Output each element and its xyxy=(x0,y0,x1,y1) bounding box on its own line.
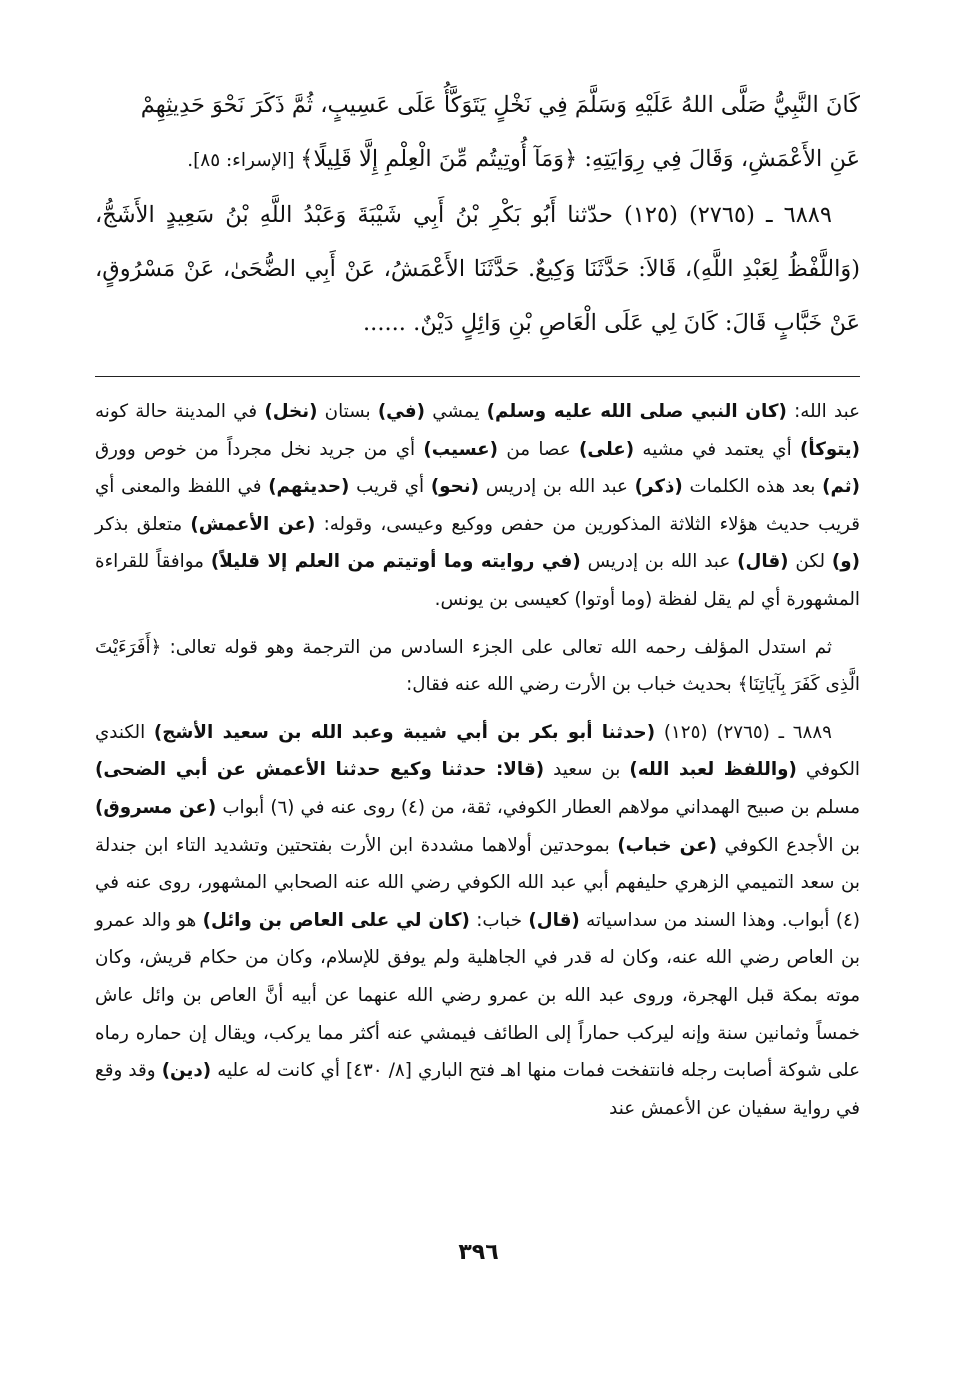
p1-segment: (و) xyxy=(831,551,860,573)
quran-verse: ﴿وَمَآ أُوتِيتُم مِّنَ الْعِلْمِ إِلَّا قَلِيلًا﴾ xyxy=(300,146,578,172)
footnote-divider xyxy=(95,376,860,377)
p3-segment: (حدثنا أبو بكر بن أبي شيبة وعبد الله بن سعيد الأشج) xyxy=(153,721,656,743)
p1-segment: في المدينة حالة كونه xyxy=(95,401,265,422)
p3-segment: خباب: xyxy=(469,909,529,931)
p3-segment: وقد وقع في رواية سفيان عن الأعمش عند xyxy=(95,1060,860,1119)
p3-segment: (عن مسروق) xyxy=(95,796,217,818)
p1-segment: يمشي xyxy=(425,401,487,422)
p3-segment: بن الأجدع الكوفي xyxy=(716,834,860,856)
p3-segment: (كان لي على العاص بن وائل) xyxy=(202,909,470,931)
p1-segment: أي قريب xyxy=(349,476,431,498)
p3-segment: ٦٨٨٩ ـ (٢٧٦٥) (١٢٥) xyxy=(655,721,832,743)
p1-segment: أي يعتمد في مشيه xyxy=(634,438,800,460)
p1-segment: موافقاً للقراءة المشهورة أي لم يقل لفظة (وما أوتوا) كعيسى بن يونس. xyxy=(95,551,860,610)
quran-verse-2: ﴿أَفَرَءَيْتَ الَّذِى كَفَرَ بِآيَاتِنَا﴾ xyxy=(95,636,860,696)
p1-segment: (حديثهم) xyxy=(268,476,350,498)
p1-segment: بستان xyxy=(317,401,378,422)
p1-segment: في اللفظ والمعنى أي قريب حديث هؤلاء الثلاثة المذكورين من حفص ووكيع وعيسى، وقوله: xyxy=(95,476,860,535)
p3-segment: بن سعيد xyxy=(544,759,630,781)
p1-segment: (عسيب) xyxy=(423,438,499,460)
p1-segment: (كان النبي صلى الله عليه وسلم) xyxy=(486,401,787,422)
p1-segment: عبد الله: xyxy=(786,401,860,422)
p1-segment: لكن xyxy=(788,551,832,573)
commentary-p2-tail: بحديث خباب بن الأرت رضي الله عنه فقال: xyxy=(406,674,738,696)
p1-segment: (عن الأعمش) xyxy=(190,513,316,535)
p1-segment: (على) xyxy=(578,438,635,460)
p1-segment: أي من جريد نخل مجرداً من خوص وورق xyxy=(95,438,424,460)
p1-segment: (ثم) xyxy=(822,476,861,498)
p1-segment: (يتوكأ) xyxy=(799,438,860,460)
p1-segment: عبد الله بن إدريس xyxy=(580,551,738,573)
p3-segment: (واللفظ لعبد الله) xyxy=(629,759,797,781)
p1-segment: متعلق بذكر xyxy=(95,513,191,535)
p1-segment: (قال) xyxy=(737,551,789,573)
p1-segment: (في روايته وما أوتيتم من العلم إلا قليلاً) xyxy=(210,551,581,573)
commentary-paragraph-1 xyxy=(95,393,860,619)
page-number: ٣٩٦ xyxy=(458,1240,499,1265)
p1-segment: (نحو) xyxy=(430,476,480,498)
p1-segment: بعد هذه الكلمات xyxy=(682,476,823,498)
p1-segment: (ذكر) xyxy=(634,476,683,498)
commentary-paragraph-2 xyxy=(95,629,860,704)
hadith-paragraph-2: ٦٨٨٩ ـ (٢٧٦٥) (١٢٥) حدّثنا أَبُو بَكْرِ بْنُ أَبِي شَيْبَةَ وَعَبْدُ اللَّهِ بْنُ سَعِيدٍ الأَشَجُّ، (وَاللَّفْظُ لِعَبْدِ اللَّهِ)، قَالاَ: حَدَّثَنَا وَكِيعٌ. حَدَّثَنَا الأَعْمَشُ، عَنْ أَبِي الضُّحَىٰ، عَنْ مَسْرُوقٍ، عَنْ خَبَّابٍ قَالَ: كَانَ لِي عَلَى الْعَاصِ بْنِ وَائِلٍ دَيْنٌ. ...... xyxy=(95,202,860,336)
p3-segment: (عن خباب) xyxy=(617,834,717,856)
hadith-line-1: كَانَ النَّبِيُّ صَلَّى اللهُ عَلَيْهِ وَسَلَّمَ فِي نَخْلٍ يَتَوَكَّأُ عَلَى عَسِيبٍ، ثُمَّ ذَكَرَ نَحْوَ حَدِيثِهِمْ xyxy=(140,92,860,118)
commentary-paragraph-3 xyxy=(95,714,860,1128)
p3-segment: مسلم بن صبيح الهمداني مولاهم العطار الكوفي، ثقة، من (٤) روى عنه في (٦) أبواب xyxy=(216,796,861,818)
verse-reference: [الإسراء: ٨٥]. xyxy=(187,150,301,171)
p3-segment: بموحدتين أولاهما مشددة ابن الأرت بفتحتين وتشديد التاء ابن جندلة بن سعد التميمي الزهري حليفهم أبي عبد الله الكوفي رضي الله عنه الصحابي المشهور، روى عنه في (٤) أبواب. وهذا السند من سداسياته xyxy=(95,834,860,931)
p1-segment: عبد الله بن إدريس xyxy=(479,476,635,498)
commentary-p2-text: ثم استدل المؤلف رحمه الله تعالى على الجزء السادس من الترجمة وهو قوله تعالى: xyxy=(161,636,832,658)
p3-segment: (قالا: حدثنا وكيع حدثنا الأعمش عن أبي الضحى) xyxy=(95,759,545,781)
p3-segment: (دين) xyxy=(161,1060,212,1082)
p1-segment: (نخل) xyxy=(264,401,318,422)
hadith-line-2-text: عَنِ الأَعْمَشِ، وَقَالَ فِي رِوَايَتِهِ: xyxy=(577,146,860,172)
p1-segment: عصا من xyxy=(498,438,579,460)
commentary xyxy=(95,393,860,1127)
p3-segment: الكندي الكوفي xyxy=(95,721,860,781)
p3-segment: (قال) xyxy=(528,909,580,931)
p1-segment: (في) xyxy=(377,401,425,422)
p3-segment: هو والد عمرو بن العاص رضي الله عنه، وكان له قدر في الجاهلية ولم يوفق للإسلام، وكان من حكام قريش، وكان موته بمكة قبل الهجرة، وروى عبد الله بن عمرو رضي الله عنهما عن أبيه أنَّ العاص بن وائل عاش خمساً وثمانين سنة وإنه ليركب حماراً إلى الطائف فيمشي عنه أكثر مما يركب، ويقال إن حماره رماه على شوكة أصابت رجله فانتفخت فمات منها اهـ فتح الباري [٨/ ٤٣٠] أي كانت له عليه xyxy=(95,909,860,1082)
hadith-line-2 xyxy=(95,132,860,188)
hadith-text xyxy=(95,78,860,350)
